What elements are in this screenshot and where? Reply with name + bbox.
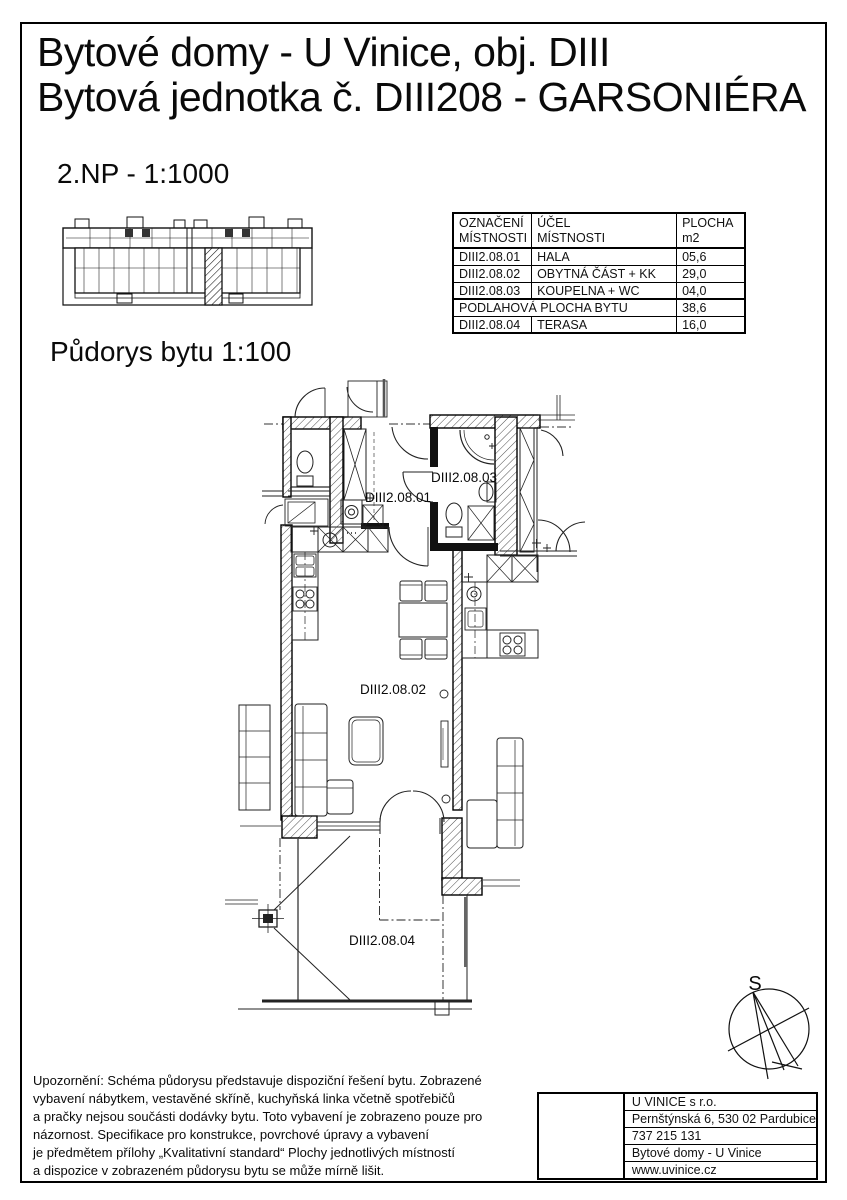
neighbor-left-furniture [225,705,281,904]
room-label-koupelna: DIII2.08.03 [430,470,498,485]
overview-scale-label: 2.NP - 1:1000 [57,158,230,189]
phone-number: 737 215 131 [625,1127,816,1144]
neighbor-right-area [462,555,538,886]
title-block-logo-cell [539,1094,625,1178]
table-header-row: OZNAČENÍ MÍSTNOSTI ÚČEL MÍSTNOSTI PLOCHA m2 [453,213,745,248]
title-line-2: Bytová jednotka č. DIII208 - GARSONIÉRA [37,74,806,120]
room-label-obytna-cast: DIII2.08.02 [359,682,427,697]
bathroom-fixtures [446,430,496,540]
project-name: Bytové domy - U Vinice [625,1144,816,1161]
floorplan-scale-label: Půdorys bytu 1:100 [50,336,292,367]
disclaimer-line: je předmětem přílohy „Kvalitativní standard“ Plochy jednotlivých místností [33,1145,455,1160]
disclaimer-line: vybavení nábytkem, vestavěné skříně, kuchyňská linka včetně spotřebičů [33,1091,455,1106]
page-title [37,30,817,120]
room-area-table [452,212,746,334]
website-url: www.uvinice.cz [625,1161,816,1178]
compass-north-label: S [748,973,762,995]
highlighted-unit-hatch [205,248,222,305]
title-line-1: Bytové domy - U Vinice, obj. DIII [37,29,610,75]
room-labels [349,470,497,948]
hall-fittings [341,429,383,528]
disclaimer-line: Upozornění: Schéma půdorysu představuje dispoziční řešení bytu. Zobrazené [33,1073,482,1088]
partition-walls [361,427,498,551]
disclaimer-line: názornost. Specifikace pro konstrukce, povrchové úpravy a vybavení [33,1127,429,1142]
table-summary-row: PODLAHOVÁ PLOCHA BYTU 38,6 [453,299,745,316]
table-row: DIII2.08.02 OBYTNÁ ČÁST + KK 29,0 [453,265,745,282]
disclaimer-line: a pračky nejsou součásti dodávky bytu. Toto vybavení je zobrazeno pouze pro [33,1109,483,1124]
disclaimer-line: a dispozice v zobrazeném půdorysu bytu se může mírně lišit. [33,1163,385,1178]
table-row: DIII2.08.04 TERASA 16,0 [453,316,745,333]
room-label-hala: DIII2.08.01 [364,490,432,505]
dining-set [399,581,447,659]
neighbor-wc [262,429,330,526]
company-name: U VINICE s r.o. [631,1095,717,1109]
table-row: DIII2.08.01 HALA 05,6 [453,248,745,265]
window-band [317,818,440,834]
living-room-furniture [295,690,450,816]
title-block-rows [625,1094,816,1178]
terrace [238,836,472,1015]
entry-niche [347,379,387,417]
building-overview-drawing [60,210,318,312]
table-row: DIII2.08.03 KOUPELNA + WC 04,0 [453,282,745,299]
north-arrow-compass [715,960,825,1085]
room-label-terasa: DIII2.08.04 [348,933,416,948]
disclaimer-note [33,1072,523,1180]
floor-plan-drawing [150,372,610,1022]
title-block [537,1092,818,1180]
company-address: Pernštýnská 6, 530 02 Pardubice [625,1110,816,1127]
kitchen-unit [291,527,388,640]
